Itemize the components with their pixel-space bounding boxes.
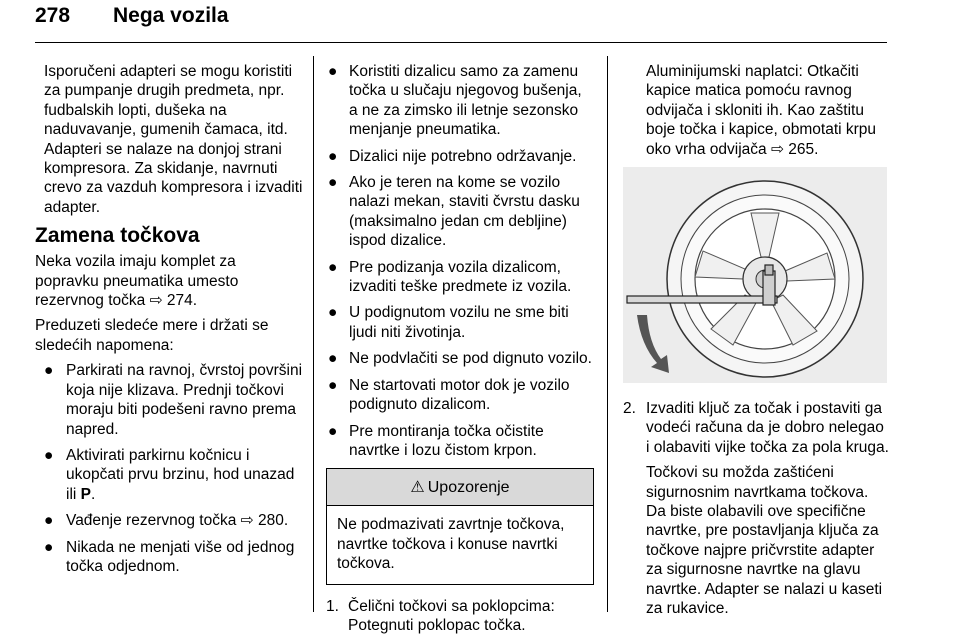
step-text: Čelični točkovi sa poklopcima: Potegnuti poklopac točka. [348,597,555,634]
bullet-icon: ● [328,304,338,322]
bullet-icon: ● [328,350,338,368]
bullet-icon: ● [328,422,338,440]
list-item: ● U podignutom vozilu ne sme biti ljudi niti životinja. [328,304,569,341]
bullet-icon: ● [328,258,338,276]
section-title: Zamena točkova [35,224,200,248]
column-2 [326,62,594,641]
bullet-icon: ● [44,512,54,530]
bullet-icon: ● [44,362,54,380]
bullet-icon: ● [44,446,54,464]
list-item: ● Dizalici nije potrebno održavanje. [328,147,577,165]
list-item: ● Ako je teren na kome se vozilo nalazi mekan, staviti čvrstu dasku (maksimalno jedan cm debljine) ispod dizalice. [328,174,580,250]
step-2 [623,399,891,618]
wrench-handle [627,296,777,303]
list-item: ● Pre montiranja točka očistite navrtke i lozu čistom krpon. [328,422,544,459]
list-item: ● Koristiti dizalicu samo za zamenu točka u slučaju njegovog bušenja, a ne za zimsko ili letnje sezonsko menjanje pneumatika. [328,63,582,139]
column-divider-1 [313,56,314,612]
warning-text: Ne podmazivati zavrtnje točkova, navrtke točkova i konuse navrtki točkova. [337,516,565,573]
list-item: ● Aktivirati parkirnu kočnicu i ukopčati prvu brzinu, hod unazad ili P. [44,446,295,503]
warning-box [326,468,594,584]
column-1 [35,62,303,583]
bullet-icon: ● [44,538,54,556]
page-ref-link[interactable]: 274. [166,292,198,310]
step-number: 1. [326,597,339,615]
header-rule [35,42,887,43]
column-divider-2 [607,56,608,612]
ref-arrow-icon: ⇨ [149,292,163,310]
wrench-socket [763,271,775,305]
spare-kit-paragraph: Neka vozila imaju komplet za popravku pneumatika umesto rezervnog točka ⇨ 274. [35,253,239,310]
list-item: ● Parkirati na ravnoj, čvrstoj površini koja nije klizava. Prednji točkovi moraju biti podešeni ravno prema napred. [44,362,303,438]
page-ref-link[interactable]: 280. [257,512,289,530]
bullet-icon: ● [328,63,338,80]
list-item: ● Ne startovati motor dok je vozilo podignuto dizalicom. [328,376,570,414]
wrench-head [765,265,773,275]
step-1 [326,597,594,636]
warning-icon: ⚠ [410,478,425,496]
warning-header [327,469,593,506]
bullet-icon: ● [328,147,338,165]
intro-paragraph: Isporučeni adapteri se mogu koristiti za pumpanje drugih predmeta, npr. fudbalskih lopti, dušeka na naduvavanje, gumenih čamaca, itd. Adapteri se nalaze na donjoj strani kompresora. Za skidanje, navrnuti crevo za vazduh kompresora i izvaditi adapter. [44,63,303,216]
bullet-icon: ● [328,376,338,394]
ref-arrow-icon: ⇨ [240,512,254,530]
bullet-icon: ● [328,174,338,192]
chapter-title: Nega vozila [113,4,229,27]
warning-title: Upozorenje [427,478,510,496]
page-number: 278 [35,4,71,27]
step-text: Izvaditi ključ za točak i postaviti ga vodeći računa da je dobro nelegao i olabaviti vijke točka za pola kruga. [646,400,889,456]
alloy-wheel-paragraph: Aluminijumski naplatci: Otkačiti kapice matica pomoću ravnog odvijača i skloniti ih. Kao zaštitu boje točka i kapice, obmotati krpu oko vrha odvijača ⇨ 265. [646,63,877,158]
wheel-illustration-svg [623,167,887,383]
list-item: ● Ne podvlačiti se pod dignuto vozilo. [328,350,592,368]
precautions-paragraph: Preduzeti sledeće mere i držati se sledećih napomena: [35,317,269,354]
column-3 [623,62,891,625]
jack-notes-list [326,62,594,460]
ref-arrow-icon: ⇨ [770,140,784,158]
wheel-wrench-illustration [623,167,887,383]
list-item: ● Pre podizanja vozila dizalicom, izvaditi teške predmete iz vozila. [328,258,572,296]
precautions-list [35,361,303,576]
list-item: ● Nikada ne menjati više od jednog točka odjednom. [44,538,295,575]
page-header [35,0,887,44]
page-ref-link[interactable]: 265. [788,140,819,158]
list-item: ● Vađenje rezervnog točka ⇨ 280. [44,512,289,530]
step-note: Točkovi su možda zaštićeni sigurnosnim navrtkama točkova. Da biste olabavili ove specifične navrtke, pre postavljanja ključa za točkove najpre pričvrstite adapter za sigurnosne navrtke na glavu navrtke. Adapter se nalazi u kaseti za rukavice. [646,464,883,618]
step-number: 2. [623,400,636,418]
